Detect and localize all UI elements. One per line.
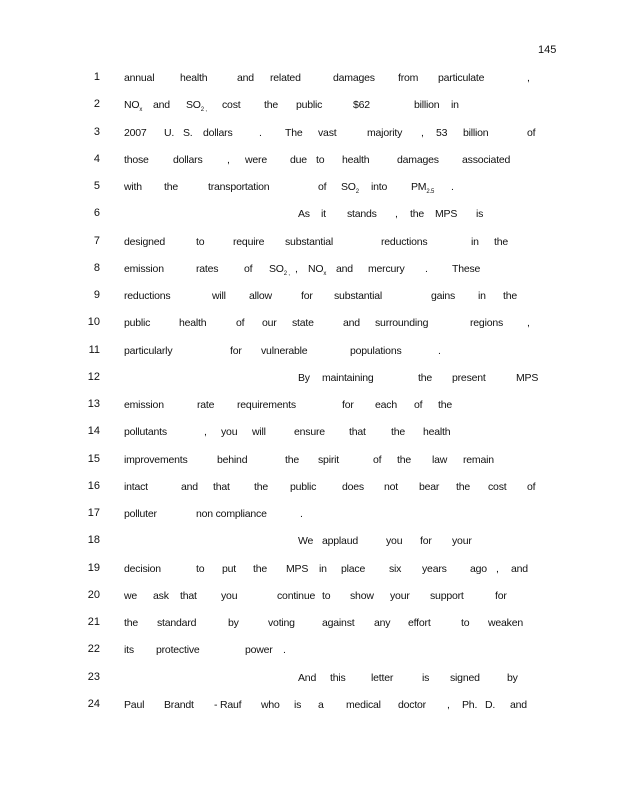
word: present (452, 371, 486, 384)
word: medical (346, 698, 381, 711)
word: billion (463, 126, 489, 139)
word: . (451, 181, 454, 193)
word: , (527, 72, 530, 84)
word: emission (124, 399, 164, 411)
word: by (228, 617, 239, 629)
word: in (451, 99, 459, 112)
word: for (495, 589, 507, 602)
word: the (503, 290, 517, 302)
word: is (422, 671, 430, 684)
word: damages (333, 72, 375, 84)
word: its (124, 644, 134, 657)
word: you (386, 535, 403, 548)
word: particulate (438, 72, 485, 84)
word: The (285, 126, 303, 139)
word: years (422, 562, 447, 575)
word: surrounding (375, 317, 429, 330)
word: , (395, 208, 398, 221)
word: put (222, 562, 236, 575)
word: that (213, 480, 230, 493)
line-number: 5 (93, 180, 100, 192)
word: mercury (368, 262, 405, 275)
word: it (321, 208, 326, 221)
word: to (322, 589, 331, 602)
word: reductions (124, 290, 171, 302)
word: decision (124, 562, 161, 575)
word: , (496, 562, 499, 575)
line-number: 14 (87, 425, 100, 438)
word: to (196, 235, 205, 248)
word: dollars (173, 153, 203, 166)
word: . (425, 262, 428, 275)
word: non compliance (196, 508, 267, 520)
word: . (300, 508, 303, 520)
word: of (414, 399, 423, 411)
word: rates (196, 262, 219, 275)
word: designed (124, 235, 166, 248)
word: to (461, 617, 470, 629)
line-number: 1 (93, 71, 100, 83)
word: of (236, 317, 245, 330)
word: Paul (124, 698, 145, 711)
word: public (124, 317, 151, 330)
word: S. (183, 126, 193, 139)
word: MPS (286, 562, 309, 575)
word: the (397, 453, 411, 466)
word: stands (347, 208, 377, 221)
word: this (330, 671, 346, 684)
word: $62 (353, 99, 370, 112)
word: six (389, 562, 402, 575)
word: into (371, 181, 388, 193)
word: doctor (398, 698, 426, 711)
word: , (421, 126, 424, 139)
word: related (270, 72, 301, 84)
word: voting (268, 617, 295, 629)
word: Brandt (164, 698, 194, 711)
word: substantial (334, 290, 382, 302)
word: and (181, 480, 198, 493)
word: signed (450, 671, 480, 684)
word: show (350, 589, 374, 602)
word: and (510, 698, 527, 711)
word: . (283, 644, 286, 657)
word: health (423, 426, 451, 439)
word: $SO_{2 ,}$ (269, 262, 290, 277)
word: in (471, 235, 479, 248)
word: a (318, 698, 324, 711)
word: any (374, 617, 391, 629)
word: , (295, 262, 298, 275)
word: These (452, 262, 481, 275)
word: for (301, 290, 313, 302)
word: of (244, 262, 253, 275)
word: and (153, 99, 170, 112)
word: behind (217, 453, 248, 466)
line-number: 6 (93, 207, 100, 220)
word: the (164, 181, 178, 193)
word: spirit (318, 453, 339, 466)
word: By (298, 371, 310, 384)
word: of (373, 453, 382, 466)
word: of (318, 181, 327, 193)
word: $PM_{2.5}$ (411, 181, 435, 196)
word: the (438, 399, 452, 411)
line-number: 16 (87, 479, 100, 492)
word: the (285, 453, 299, 466)
word: for (230, 344, 242, 357)
word: And (298, 671, 317, 684)
word: our (262, 317, 277, 330)
line-number: 2 (93, 98, 100, 111)
word: gains (431, 290, 456, 302)
word: vast (318, 126, 337, 139)
word: associated (462, 153, 511, 166)
word: to (196, 562, 205, 575)
word: with (124, 181, 142, 193)
word: , (227, 153, 230, 166)
line-number: 15 (87, 452, 100, 465)
word: were (245, 153, 267, 166)
word: We (298, 535, 314, 548)
word: your (390, 589, 410, 602)
word: D. (485, 698, 496, 711)
word: you (221, 426, 238, 439)
word: in (319, 562, 327, 575)
word: ensure (294, 426, 325, 439)
line-number: 19 (87, 561, 100, 574)
line-number: 20 (87, 588, 100, 601)
line-number: 13 (87, 398, 100, 410)
word: dollars (203, 126, 233, 139)
line-number: 21 (87, 616, 100, 628)
word: $SO_2$ (341, 181, 359, 196)
word: the (494, 235, 508, 248)
line-number: 22 (87, 643, 100, 656)
line-number: 3 (93, 125, 100, 138)
line-number: 12 (87, 370, 100, 383)
word: public (296, 99, 323, 112)
word: public (290, 480, 317, 493)
word: and (237, 72, 254, 84)
word: annual (124, 72, 155, 84)
word: MPS (435, 208, 458, 221)
word: vulnerable (261, 344, 308, 357)
word: law (432, 453, 448, 466)
word: each (375, 399, 397, 411)
word: place (341, 562, 366, 575)
word: that (349, 426, 366, 439)
word: support (430, 589, 464, 602)
word: effort (408, 617, 431, 629)
word: $NO_x$ (124, 99, 143, 114)
word: allow (249, 290, 272, 302)
word: $SO_{2 ,}$ (186, 99, 207, 114)
word: state (292, 317, 314, 330)
word: improvements (124, 453, 188, 466)
word: is (476, 208, 484, 221)
word: reductions (381, 235, 428, 248)
word: health (180, 72, 208, 84)
word: by (507, 671, 518, 684)
word: and (511, 562, 528, 575)
word: health (179, 317, 207, 330)
word: remain (463, 453, 494, 466)
line-number: 8 (93, 261, 100, 274)
word: the (391, 426, 405, 439)
word: due (290, 153, 307, 166)
line-number: 18 (87, 534, 100, 547)
line-number: 23 (87, 670, 100, 683)
word: populations (350, 344, 402, 357)
word: billion (414, 99, 440, 112)
word: for (342, 399, 354, 411)
word: standard (157, 617, 197, 629)
word: requirements (237, 399, 296, 411)
word: polluter (124, 508, 157, 520)
line-number: 10 (87, 316, 100, 329)
line-number: 11 (88, 343, 100, 356)
word: ago (470, 562, 487, 575)
word: is (294, 698, 302, 711)
word: damages (397, 153, 439, 166)
word: of (527, 126, 536, 139)
word: who (261, 698, 280, 711)
word: regions (470, 317, 504, 330)
word: the (264, 99, 278, 112)
word: emission (124, 262, 164, 275)
word: will (252, 426, 266, 439)
word: for (420, 535, 432, 548)
word: we (124, 589, 138, 602)
word: majority (367, 126, 403, 139)
word: maintaining (322, 371, 374, 384)
word: weaken (488, 617, 523, 629)
word: continue (277, 589, 316, 602)
word: . (259, 126, 262, 139)
word: applaud (322, 535, 358, 548)
word: $NO_x$ (308, 262, 327, 277)
line-number: 7 (93, 234, 100, 247)
word: Ph. (462, 698, 478, 711)
word: - Rauf (214, 698, 242, 711)
line-number: 24 (87, 697, 100, 710)
word: rate (197, 399, 215, 411)
word: the (253, 562, 267, 575)
word: those (124, 153, 149, 166)
word: transportation (208, 181, 270, 193)
word: particularly (124, 344, 173, 357)
word: you (221, 589, 238, 602)
word: As (298, 208, 310, 221)
word: the (410, 208, 424, 221)
word: of (527, 480, 536, 493)
word: bear (419, 480, 440, 493)
word: health (342, 153, 370, 166)
word: power (245, 644, 273, 657)
word: letter (371, 671, 394, 684)
word: ask (153, 589, 169, 602)
line-number: 9 (93, 289, 100, 301)
word: your (452, 535, 472, 548)
word: substantial (285, 235, 333, 248)
word: , (527, 317, 530, 330)
word: does (342, 480, 364, 493)
word: 2007 (124, 126, 147, 139)
word: cost (488, 480, 507, 493)
word: not (384, 480, 398, 493)
word: intact (124, 480, 148, 493)
word: the (418, 371, 432, 384)
word: , (447, 698, 450, 711)
word: will (212, 290, 226, 302)
page-number: 145 (538, 44, 557, 56)
word: the (456, 480, 470, 493)
word: , (204, 426, 207, 439)
word: . (438, 344, 441, 357)
word: the (254, 480, 268, 493)
word: from (398, 72, 419, 84)
word: U. (164, 126, 175, 139)
word: 53 (436, 126, 448, 139)
word: to (316, 153, 325, 166)
word: require (233, 235, 265, 248)
word: in (478, 290, 486, 302)
word: the (124, 617, 138, 629)
word: cost (222, 99, 241, 112)
line-number: 17 (87, 507, 100, 519)
word: MPS (516, 371, 539, 384)
word: that (180, 589, 197, 602)
word: and (336, 262, 353, 275)
word: pollutants (124, 426, 167, 439)
line-number: 4 (93, 152, 100, 165)
word: and (343, 317, 360, 330)
word: against (322, 617, 355, 629)
word: protective (156, 644, 200, 657)
